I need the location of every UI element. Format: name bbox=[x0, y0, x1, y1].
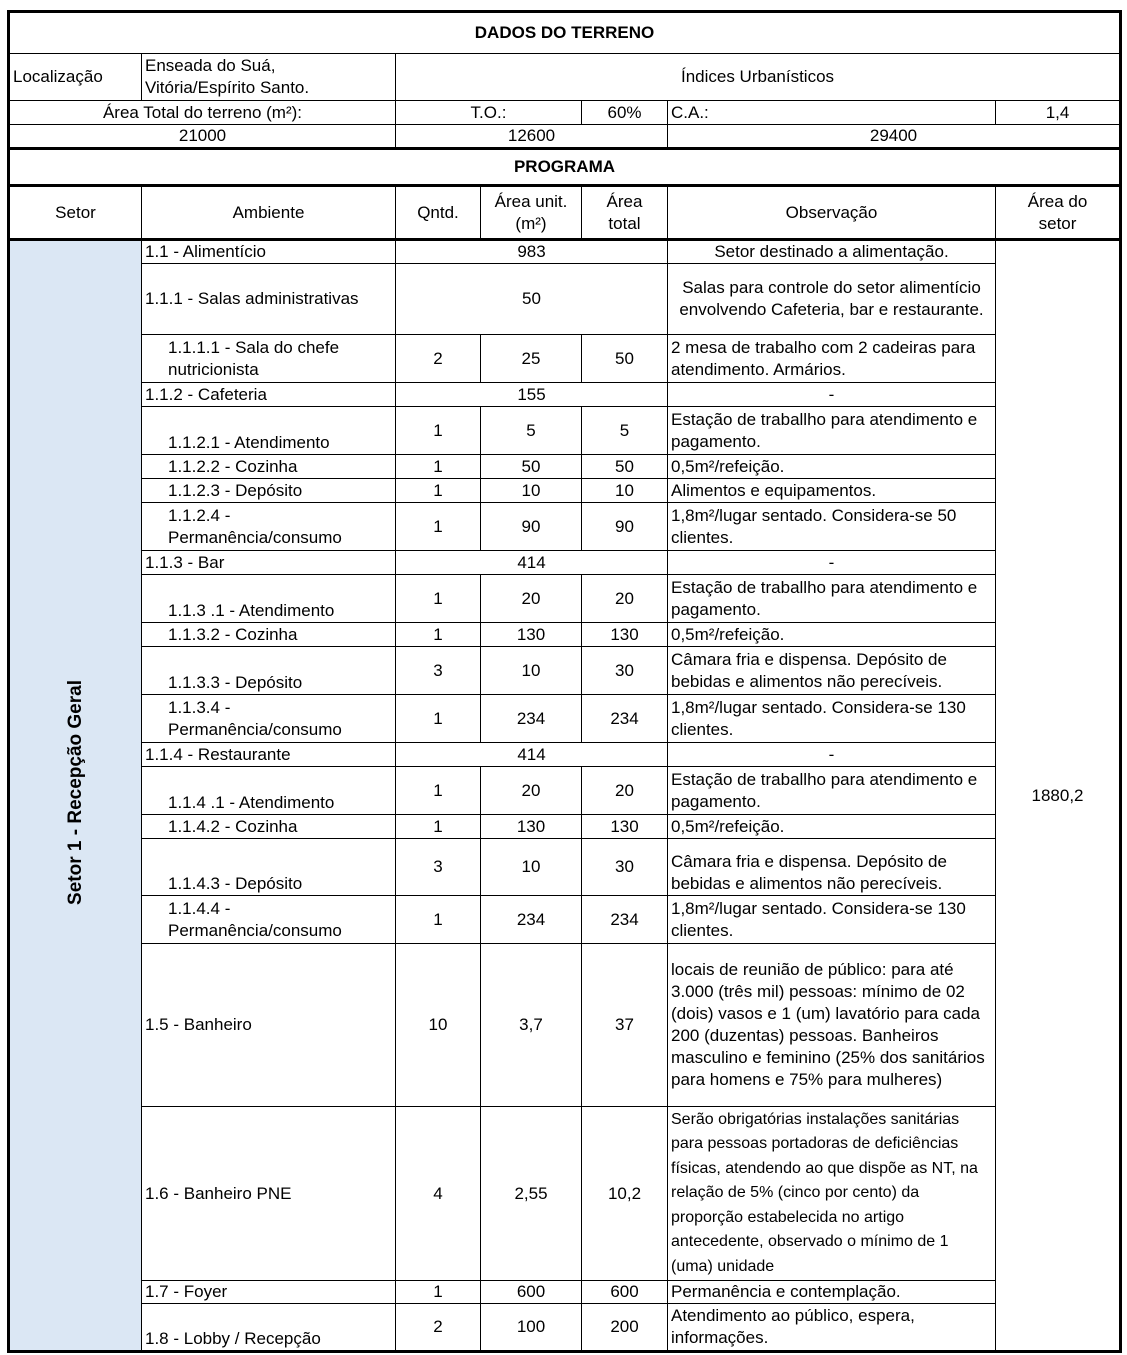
ambiente-cell: 1.1.3.3 - Depósito bbox=[142, 647, 396, 695]
observacao-cell: Atendimento ao público, espera, informações. bbox=[668, 1304, 996, 1352]
ambiente-cell: 1.1.1.1 - Sala do chefe nutricionista bbox=[142, 335, 396, 383]
header-area-total bbox=[582, 186, 668, 240]
ca-area: 29400 bbox=[668, 125, 1121, 149]
table-row bbox=[9, 1281, 1121, 1304]
table-row bbox=[9, 647, 1121, 695]
area-unit-cell: 90 bbox=[481, 503, 582, 551]
area-unit-cell: 25 bbox=[481, 335, 582, 383]
observacao-cell: 1,8m²/lugar sentado. Considera-se 50 clientes. bbox=[668, 503, 996, 551]
area-unit-cell: 600 bbox=[481, 1281, 582, 1304]
table-row bbox=[9, 623, 1121, 647]
observacao-cell: - bbox=[668, 551, 996, 575]
table-row bbox=[9, 1107, 1121, 1281]
area-unit-cell: 10 bbox=[481, 479, 582, 503]
header-area-setor-line2: setor bbox=[1038, 213, 1077, 233]
table-row bbox=[9, 839, 1121, 896]
area-total-cell: 10,2 bbox=[582, 1107, 668, 1281]
header-qntd: Qntd. bbox=[396, 186, 481, 240]
area-unit-cell: 5 bbox=[481, 407, 582, 455]
qntd-cell: 1 bbox=[396, 575, 481, 623]
area-total-cell: 130 bbox=[582, 623, 668, 647]
header-setor: Setor bbox=[9, 186, 142, 240]
observacao-cell: Setor destinado a alimentação. bbox=[668, 240, 996, 264]
ambiente-cell: 1.1.1 - Salas administrativas bbox=[142, 264, 396, 335]
ambiente-cell: 1.1.4.2 - Cozinha bbox=[142, 815, 396, 839]
table-row bbox=[9, 407, 1121, 455]
table-row bbox=[9, 695, 1121, 743]
qntd-cell: 2 bbox=[396, 1304, 481, 1352]
table-row bbox=[9, 551, 1121, 575]
merged-area-cell: 414 bbox=[396, 743, 668, 767]
area-unit-cell: 50 bbox=[481, 455, 582, 479]
to-value: 60% bbox=[582, 101, 668, 125]
localizacao-line1: Enseada do Suá, bbox=[145, 56, 276, 75]
area-total-cell: 37 bbox=[582, 944, 668, 1107]
indices-label: Índices Urbanísticos bbox=[396, 54, 1121, 101]
table-row bbox=[9, 767, 1121, 815]
area-total-cell: 90 bbox=[582, 503, 668, 551]
area-total-cell: 50 bbox=[582, 335, 668, 383]
table-row bbox=[9, 479, 1121, 503]
qntd-cell: 1 bbox=[396, 815, 481, 839]
ambiente-cell: 1.1.3 .1 - Atendimento bbox=[142, 575, 396, 623]
header-area-total-line1: Área bbox=[606, 191, 643, 211]
terreno-programa-table bbox=[7, 10, 1122, 1353]
table-row bbox=[9, 896, 1121, 944]
area-total-cell: 10 bbox=[582, 479, 668, 503]
programa-title: PROGRAMA bbox=[9, 149, 1121, 186]
area-total-cell: 234 bbox=[582, 695, 668, 743]
area-total-cell: 20 bbox=[582, 575, 668, 623]
qntd-cell: 4 bbox=[396, 1107, 481, 1281]
area-total-cell: 50 bbox=[582, 455, 668, 479]
observacao-cell: locais de reunião de público: para até 3.000 (três mil) pessoas: mínimo de 02 (dois) vasos e 1 (um) lavatório para cada 200 (duzentas) pessoas. Banheiros masculino e feminino (25% dos sanitários para homens e 75% para mulheres) bbox=[668, 944, 996, 1107]
area-total-value: 21000 bbox=[9, 125, 396, 149]
ambiente-cell: 1.6 - Banheiro PNE bbox=[142, 1107, 396, 1281]
area-unit-cell: 100 bbox=[481, 1304, 582, 1352]
header-area-unit bbox=[481, 186, 582, 240]
table-row bbox=[9, 455, 1121, 479]
observacao-cell: - bbox=[668, 383, 996, 407]
ambiente-cell: 1.1.3 - Bar bbox=[142, 551, 396, 575]
header-area-unit-line2: (m²) bbox=[515, 213, 547, 233]
observacao-cell: Serão obrigatórias instalações sanitárias para pessoas portadoras de deficiências físicas, atendendo ao que dispõe as NT, na relação de 5% (cinco por cento) da proporção estabelecida no artigo antecedente, observado o mínimo de 1 (uma) unidade bbox=[668, 1107, 996, 1281]
table-row bbox=[9, 1304, 1121, 1352]
merged-area-cell: 50 bbox=[396, 264, 668, 335]
observacao-cell: 0,5m²/refeição. bbox=[668, 623, 996, 647]
area-unit-cell: 130 bbox=[481, 815, 582, 839]
area-total-cell: 5 bbox=[582, 407, 668, 455]
table-row bbox=[9, 575, 1121, 623]
area-total-cell: 200 bbox=[582, 1304, 668, 1352]
observacao-cell: Estação de traballho para atendimento e pagamento. bbox=[668, 407, 996, 455]
header-ambiente: Ambiente bbox=[142, 186, 396, 240]
qntd-cell: 1 bbox=[396, 407, 481, 455]
qntd-cell: 1 bbox=[396, 695, 481, 743]
setor-cell bbox=[9, 240, 142, 1352]
observacao-cell: Salas para controle do setor alimentício envolvendo Cafeteria, bar e restaurante. bbox=[668, 264, 996, 335]
observacao-cell: 1,8m²/lugar sentado. Considera-se 130 clientes. bbox=[668, 695, 996, 743]
ambiente-cell: 1.1.3.4 - Permanência/consumo bbox=[142, 695, 396, 743]
table-row bbox=[9, 944, 1121, 1107]
qntd-cell: 1 bbox=[396, 767, 481, 815]
qntd-cell: 3 bbox=[396, 647, 481, 695]
observacao-cell: 0,5m²/refeição. bbox=[668, 455, 996, 479]
table-row bbox=[9, 335, 1121, 383]
observacao-cell: 0,5m²/refeição. bbox=[668, 815, 996, 839]
observacao-cell: Estação de traballho para atendimento e pagamento. bbox=[668, 767, 996, 815]
header-observacao: Observação bbox=[668, 186, 996, 240]
ambiente-cell: 1.1.2.3 - Depósito bbox=[142, 479, 396, 503]
observacao-cell: Alimentos e equipamentos. bbox=[668, 479, 996, 503]
qntd-cell: 3 bbox=[396, 839, 481, 896]
header-area-setor bbox=[996, 186, 1121, 240]
area-total-cell: 20 bbox=[582, 767, 668, 815]
ambiente-cell: 1.1.2.2 - Cozinha bbox=[142, 455, 396, 479]
ambiente-cell: 1.1.3.2 - Cozinha bbox=[142, 623, 396, 647]
area-unit-cell: 234 bbox=[481, 896, 582, 944]
area-unit-cell: 20 bbox=[481, 575, 582, 623]
observacao-cell: 1,8m²/lugar sentado. Considera-se 130 clientes. bbox=[668, 896, 996, 944]
header-area-total-line2: total bbox=[608, 213, 641, 233]
terreno-title: DADOS DO TERRENO bbox=[9, 12, 1121, 54]
ambiente-cell: 1.5 - Banheiro bbox=[142, 944, 396, 1107]
qntd-cell: 1 bbox=[396, 896, 481, 944]
merged-area-cell: 414 bbox=[396, 551, 668, 575]
localizacao-label: Localização bbox=[9, 54, 142, 101]
area-unit-cell: 10 bbox=[481, 839, 582, 896]
table-row bbox=[9, 240, 1121, 264]
header-area-unit-line1: Área unit. bbox=[494, 191, 568, 211]
observacao-cell: Câmara fria e dispensa. Depósito de bebidas e alimentos não perecíveis. bbox=[668, 647, 996, 695]
ambiente-cell: 1.1 - Alimentício bbox=[142, 240, 396, 264]
area-total-label: Área Total do terreno (m²): bbox=[9, 101, 396, 125]
ambiente-cell: 1.1.4.3 - Depósito bbox=[142, 839, 396, 896]
ambiente-cell: 1.1.2.1 - Atendimento bbox=[142, 407, 396, 455]
table-row bbox=[9, 815, 1121, 839]
qntd-cell: 1 bbox=[396, 623, 481, 647]
area-unit-cell: 20 bbox=[481, 767, 582, 815]
area-unit-cell: 234 bbox=[481, 695, 582, 743]
ca-label: C.A.: bbox=[668, 101, 996, 125]
observacao-cell: Câmara fria e dispensa. Depósito de bebidas e alimentos não perecíveis. bbox=[668, 839, 996, 896]
to-label: T.O.: bbox=[396, 101, 582, 125]
observacao-cell: 2 mesa de trabalho com 2 cadeiras para atendimento. Armários. bbox=[668, 335, 996, 383]
localizacao-line2: Vitória/Espírito Santo. bbox=[145, 78, 310, 97]
area-unit-cell: 2,55 bbox=[481, 1107, 582, 1281]
area-total-cell: 130 bbox=[582, 815, 668, 839]
qntd-cell: 2 bbox=[396, 335, 481, 383]
ambiente-cell: 1.8 - Lobby / Recepção bbox=[142, 1304, 396, 1352]
table-row bbox=[9, 743, 1121, 767]
ambiente-cell: 1.1.2 - Cafeteria bbox=[142, 383, 396, 407]
ambiente-cell: 1.1.4 - Restaurante bbox=[142, 743, 396, 767]
ambiente-cell: 1.7 - Foyer bbox=[142, 1281, 396, 1304]
header-area-setor-line1: Área do bbox=[1027, 191, 1088, 211]
table-row bbox=[9, 383, 1121, 407]
qntd-cell: 10 bbox=[396, 944, 481, 1107]
localizacao-value bbox=[142, 54, 396, 101]
qntd-cell: 1 bbox=[396, 479, 481, 503]
ambiente-cell: 1.1.4.4 - Permanência/consumo bbox=[142, 896, 396, 944]
area-unit-cell: 3,7 bbox=[481, 944, 582, 1107]
ambiente-cell: 1.1.4 .1 - Atendimento bbox=[142, 767, 396, 815]
area-setor-value: 1880,2 bbox=[996, 240, 1121, 1352]
area-total-cell: 600 bbox=[582, 1281, 668, 1304]
observacao-cell: Permanência e contemplação. bbox=[668, 1281, 996, 1304]
area-total-cell: 30 bbox=[582, 647, 668, 695]
merged-area-cell: 155 bbox=[396, 383, 668, 407]
observacao-cell: Estação de traballho para atendimento e pagamento. bbox=[668, 575, 996, 623]
observacao-cell: - bbox=[668, 743, 996, 767]
to-area: 12600 bbox=[396, 125, 668, 149]
ca-value: 1,4 bbox=[996, 101, 1121, 125]
table-row bbox=[9, 264, 1121, 335]
qntd-cell: 1 bbox=[396, 503, 481, 551]
ambiente-cell: 1.1.2.4 - Permanência/consumo bbox=[142, 503, 396, 551]
table-row bbox=[9, 503, 1121, 551]
setor-name: Setor 1 - Recepção Geral bbox=[64, 680, 86, 905]
area-unit-cell: 10 bbox=[481, 647, 582, 695]
program-sheet bbox=[7, 10, 1122, 1353]
qntd-cell: 1 bbox=[396, 455, 481, 479]
area-total-cell: 234 bbox=[582, 896, 668, 944]
area-total-cell: 30 bbox=[582, 839, 668, 896]
qntd-cell: 1 bbox=[396, 1281, 481, 1304]
merged-area-cell: 983 bbox=[396, 240, 668, 264]
area-unit-cell: 130 bbox=[481, 623, 582, 647]
